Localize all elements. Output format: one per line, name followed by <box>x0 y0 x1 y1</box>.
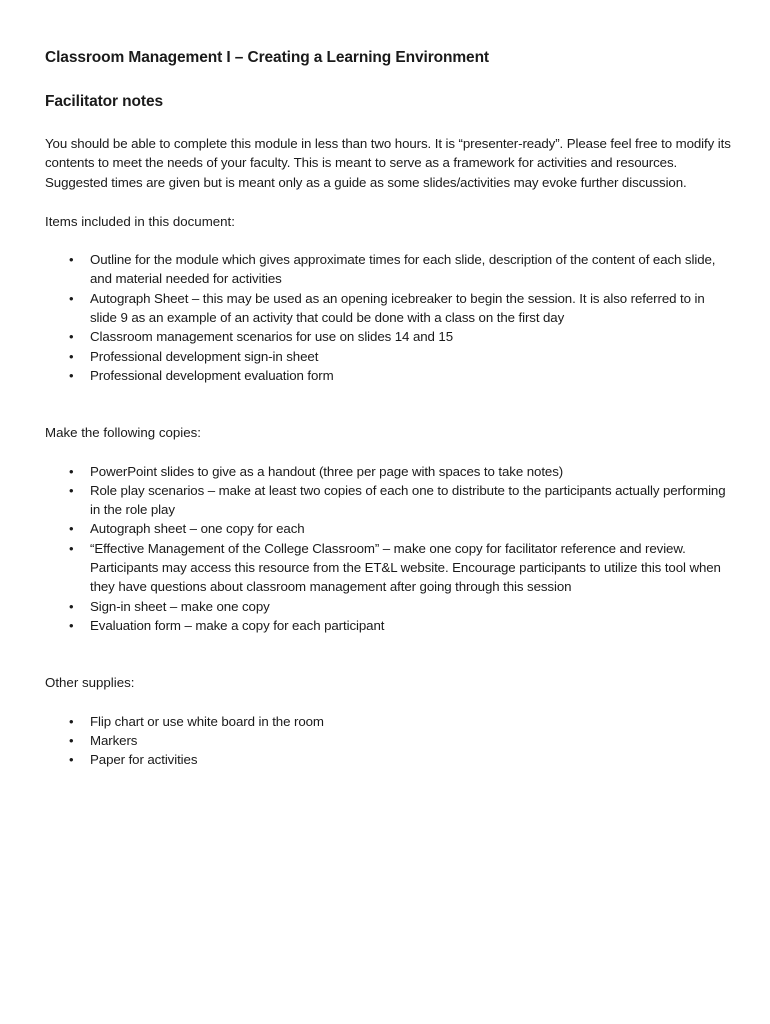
list-item-text: Markers <box>90 732 138 748</box>
list-item-text: Role play scenarios – make at least two copies of each one to distribute to the participants actually performing in the role play <box>90 482 726 518</box>
bullet-icon: • <box>69 713 74 729</box>
list-item <box>45 539 735 597</box>
list-item-text: Flip chart or use white board in the room <box>90 713 324 729</box>
list-item-text: Evaluation form – make a copy for each participant <box>90 617 385 633</box>
list-item-text: Paper for activities <box>90 752 198 768</box>
list-item-text: Outline for the module which gives approximate times for each slide, description of the content of each slide, and material needed for activities <box>90 252 716 287</box>
list-item <box>45 327 735 346</box>
list-item <box>45 731 735 750</box>
bullet-icon: • <box>69 329 74 345</box>
list-item-text: Professional development sign-in sheet <box>90 348 319 364</box>
bullet-icon: • <box>69 290 74 306</box>
document-subtitle: Facilitator notes <box>45 93 164 110</box>
bullet-icon: • <box>69 367 74 383</box>
intro-paragraph: You should be able to complete this module in less than two hours. It is “presenter-ready”. Please feel free to modify its contents to meet the needs of your faculty. This is meant to serve as a framework for activities and resources. Suggested times are given but is meant only as a guide as some slides/activities may evoke further discussion. <box>45 136 731 190</box>
bullet-icon: • <box>69 348 74 364</box>
supplies-list <box>45 712 735 770</box>
bullet-icon: • <box>69 252 74 268</box>
items-included-list <box>45 250 735 385</box>
document-page <box>45 46 735 769</box>
list-item <box>45 289 735 328</box>
bullet-icon: • <box>69 617 74 633</box>
list-item <box>45 750 735 769</box>
list-item <box>45 597 735 616</box>
list-item-text: Classroom management scenarios for use on slides 14 and 15 <box>90 329 454 345</box>
list-item <box>45 519 735 538</box>
list-item <box>45 616 735 635</box>
list-item-text: Sign-in sheet – make one copy <box>90 598 270 614</box>
section-label-items-included: Items included in this document: <box>45 213 235 229</box>
list-item <box>45 250 735 289</box>
bullet-icon: • <box>69 732 74 748</box>
copies-list <box>45 462 735 636</box>
bullet-icon: • <box>69 752 74 768</box>
list-item <box>45 712 735 731</box>
document-title: Classroom Management I – Creating a Learning Environment <box>45 49 489 66</box>
list-item-text: Autograph Sheet – this may be used as an opening icebreaker to begin the session. It is also referred to in slide 9 as an example of an activity that could be done with a class on the first day <box>90 290 705 326</box>
bullet-icon: • <box>69 598 74 614</box>
bullet-icon: • <box>69 482 74 498</box>
section-label-supplies: Other supplies: <box>45 675 135 691</box>
list-item <box>45 481 735 520</box>
bullet-icon: • <box>69 540 74 556</box>
list-item-text: “Effective Management of the College Classroom” – make one copy for facilitator reference and review. Participants may access this resource from the ET&L website. Encourage participants to utilize this tool when they have questions about classroom management after going through this session <box>90 540 721 595</box>
bullet-icon: • <box>69 521 74 537</box>
list-item <box>45 347 735 366</box>
list-item-text: Professional development evaluation form <box>90 367 334 383</box>
list-item <box>45 366 735 385</box>
section-label-copies: Make the following copies: <box>45 425 201 441</box>
list-item-text: PowerPoint slides to give as a handout (three per page with spaces to take notes) <box>90 463 564 479</box>
bullet-icon: • <box>69 463 74 479</box>
list-item <box>45 462 735 481</box>
list-item-text: Autograph sheet – one copy for each <box>90 521 305 537</box>
